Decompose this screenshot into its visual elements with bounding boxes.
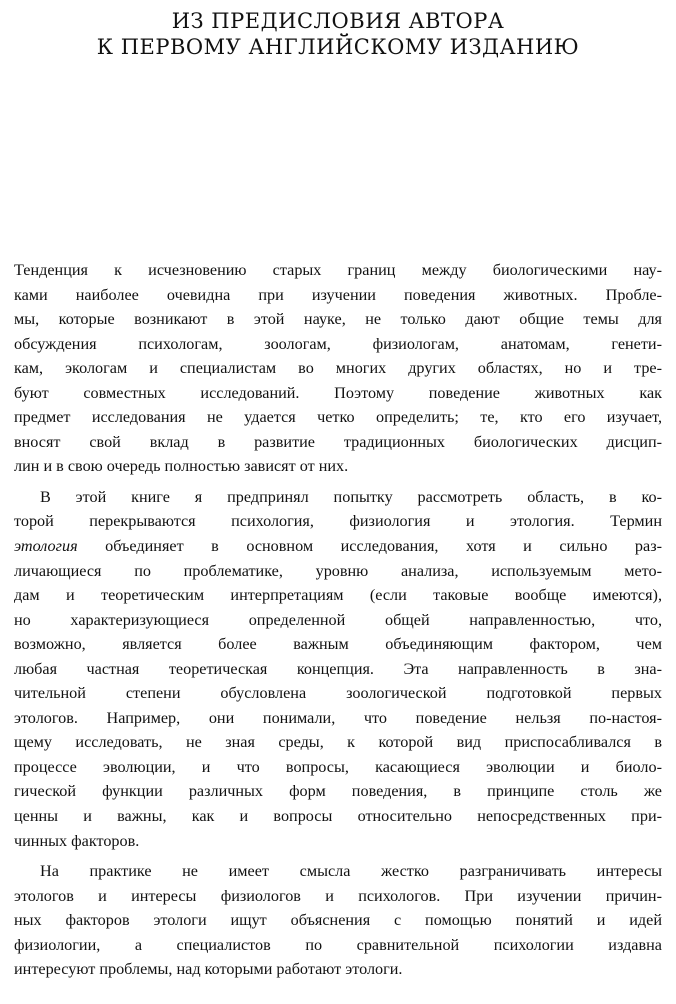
text-line: ных факторов этологи ищут объяснения с помощью понятий и идей xyxy=(14,911,662,930)
text-line: процессе эволюции, и что вопросы, касающиеся эволюции и биоло- xyxy=(14,757,662,776)
text-line: В этой книге я предпринял попытку рассмотреть область, в ко- xyxy=(40,487,662,506)
text-line: личающиеся по проблематике, уровню анализа, используемым мето- xyxy=(14,561,662,580)
heading-line-2: К ПЕРВОМУ АНГЛИЙСКОМУ ИЗДАНИЮ xyxy=(96,35,580,59)
text-line: этологов. Например, они понимали, что поведение нельзя по-настоя- xyxy=(14,708,662,727)
text-line: гической функции различных форм поведения, в принципе столь же xyxy=(14,782,662,801)
text-line: ками наиболее очевидна при изучении поведения животных. Пробле- xyxy=(14,285,662,304)
text-line: Тенденция к исчезновению старых границ между биологическими нау- xyxy=(14,261,662,279)
text-line: предмет исследования не удается четко определить; те, кто его изучает, xyxy=(14,408,662,427)
text-line: вносят свой вклад в развитие традиционных биологических дисцип- xyxy=(14,432,662,451)
body-text xyxy=(14,258,662,982)
italic-term: этология xyxy=(14,537,78,556)
text-line: интересуют проблемы, над которыми работают этологи. xyxy=(14,960,403,979)
text-line: кам, экологам и специалистам во многих других областях, но и тре- xyxy=(14,359,662,378)
text-line: обсуждения психологам, зоологам, физиологам, анатомам, генети- xyxy=(14,334,662,353)
text-line-remainder: объединяет в основном исследования, хотя и сильно раз- xyxy=(77,537,662,556)
text-line: щему исследовать, не зная среды, к которой вид приспосабливался в xyxy=(14,733,662,752)
text-line: лин и в свою очередь полностью зависят от них. xyxy=(14,457,349,476)
heading-line-1: ИЗ ПРЕДИСЛОВИЯ АВТОРА xyxy=(171,9,505,33)
text-line: ценны и важны, как и вопросы относительно непосредственных при- xyxy=(14,807,662,826)
text-line: физиологии, а специалистов по сравнительной психологии издавна xyxy=(14,935,662,954)
paragraph-3 xyxy=(14,859,662,982)
paragraph-1 xyxy=(14,258,662,479)
text-line: На практике не имеет смысла жестко разграничивать интересы xyxy=(40,862,662,881)
text-line: дам и теоретическим интерпретациям (если таковые вообще имеются), xyxy=(14,586,662,605)
text-line: любая частная теоретическая концепция. Эта направленность в зна- xyxy=(14,659,662,678)
text-line: этологов и интересы физиологов и психологов. При изучении причин- xyxy=(14,886,662,905)
text-line: торой перекрываются психология, физиология и этология. Термин xyxy=(14,512,662,531)
chapter-heading xyxy=(0,8,676,60)
text-line: мы, которые возникают в этой науке, не только дают общие темы для xyxy=(14,310,662,329)
text-line-with-term xyxy=(14,534,662,559)
text-line: но характеризующиеся определенной общей направленностью, что, xyxy=(14,610,662,629)
text-line: чинных факторов. xyxy=(14,831,140,850)
text-line: возможно, является более важным объединяющим фактором, чем xyxy=(14,635,662,654)
text-line: буют совместных исследований. Поэтому поведение животных как xyxy=(14,383,662,402)
paragraph-2 xyxy=(14,485,662,853)
text-line: чительной степени обусловлена зоологической подготовкой первых xyxy=(14,684,662,703)
